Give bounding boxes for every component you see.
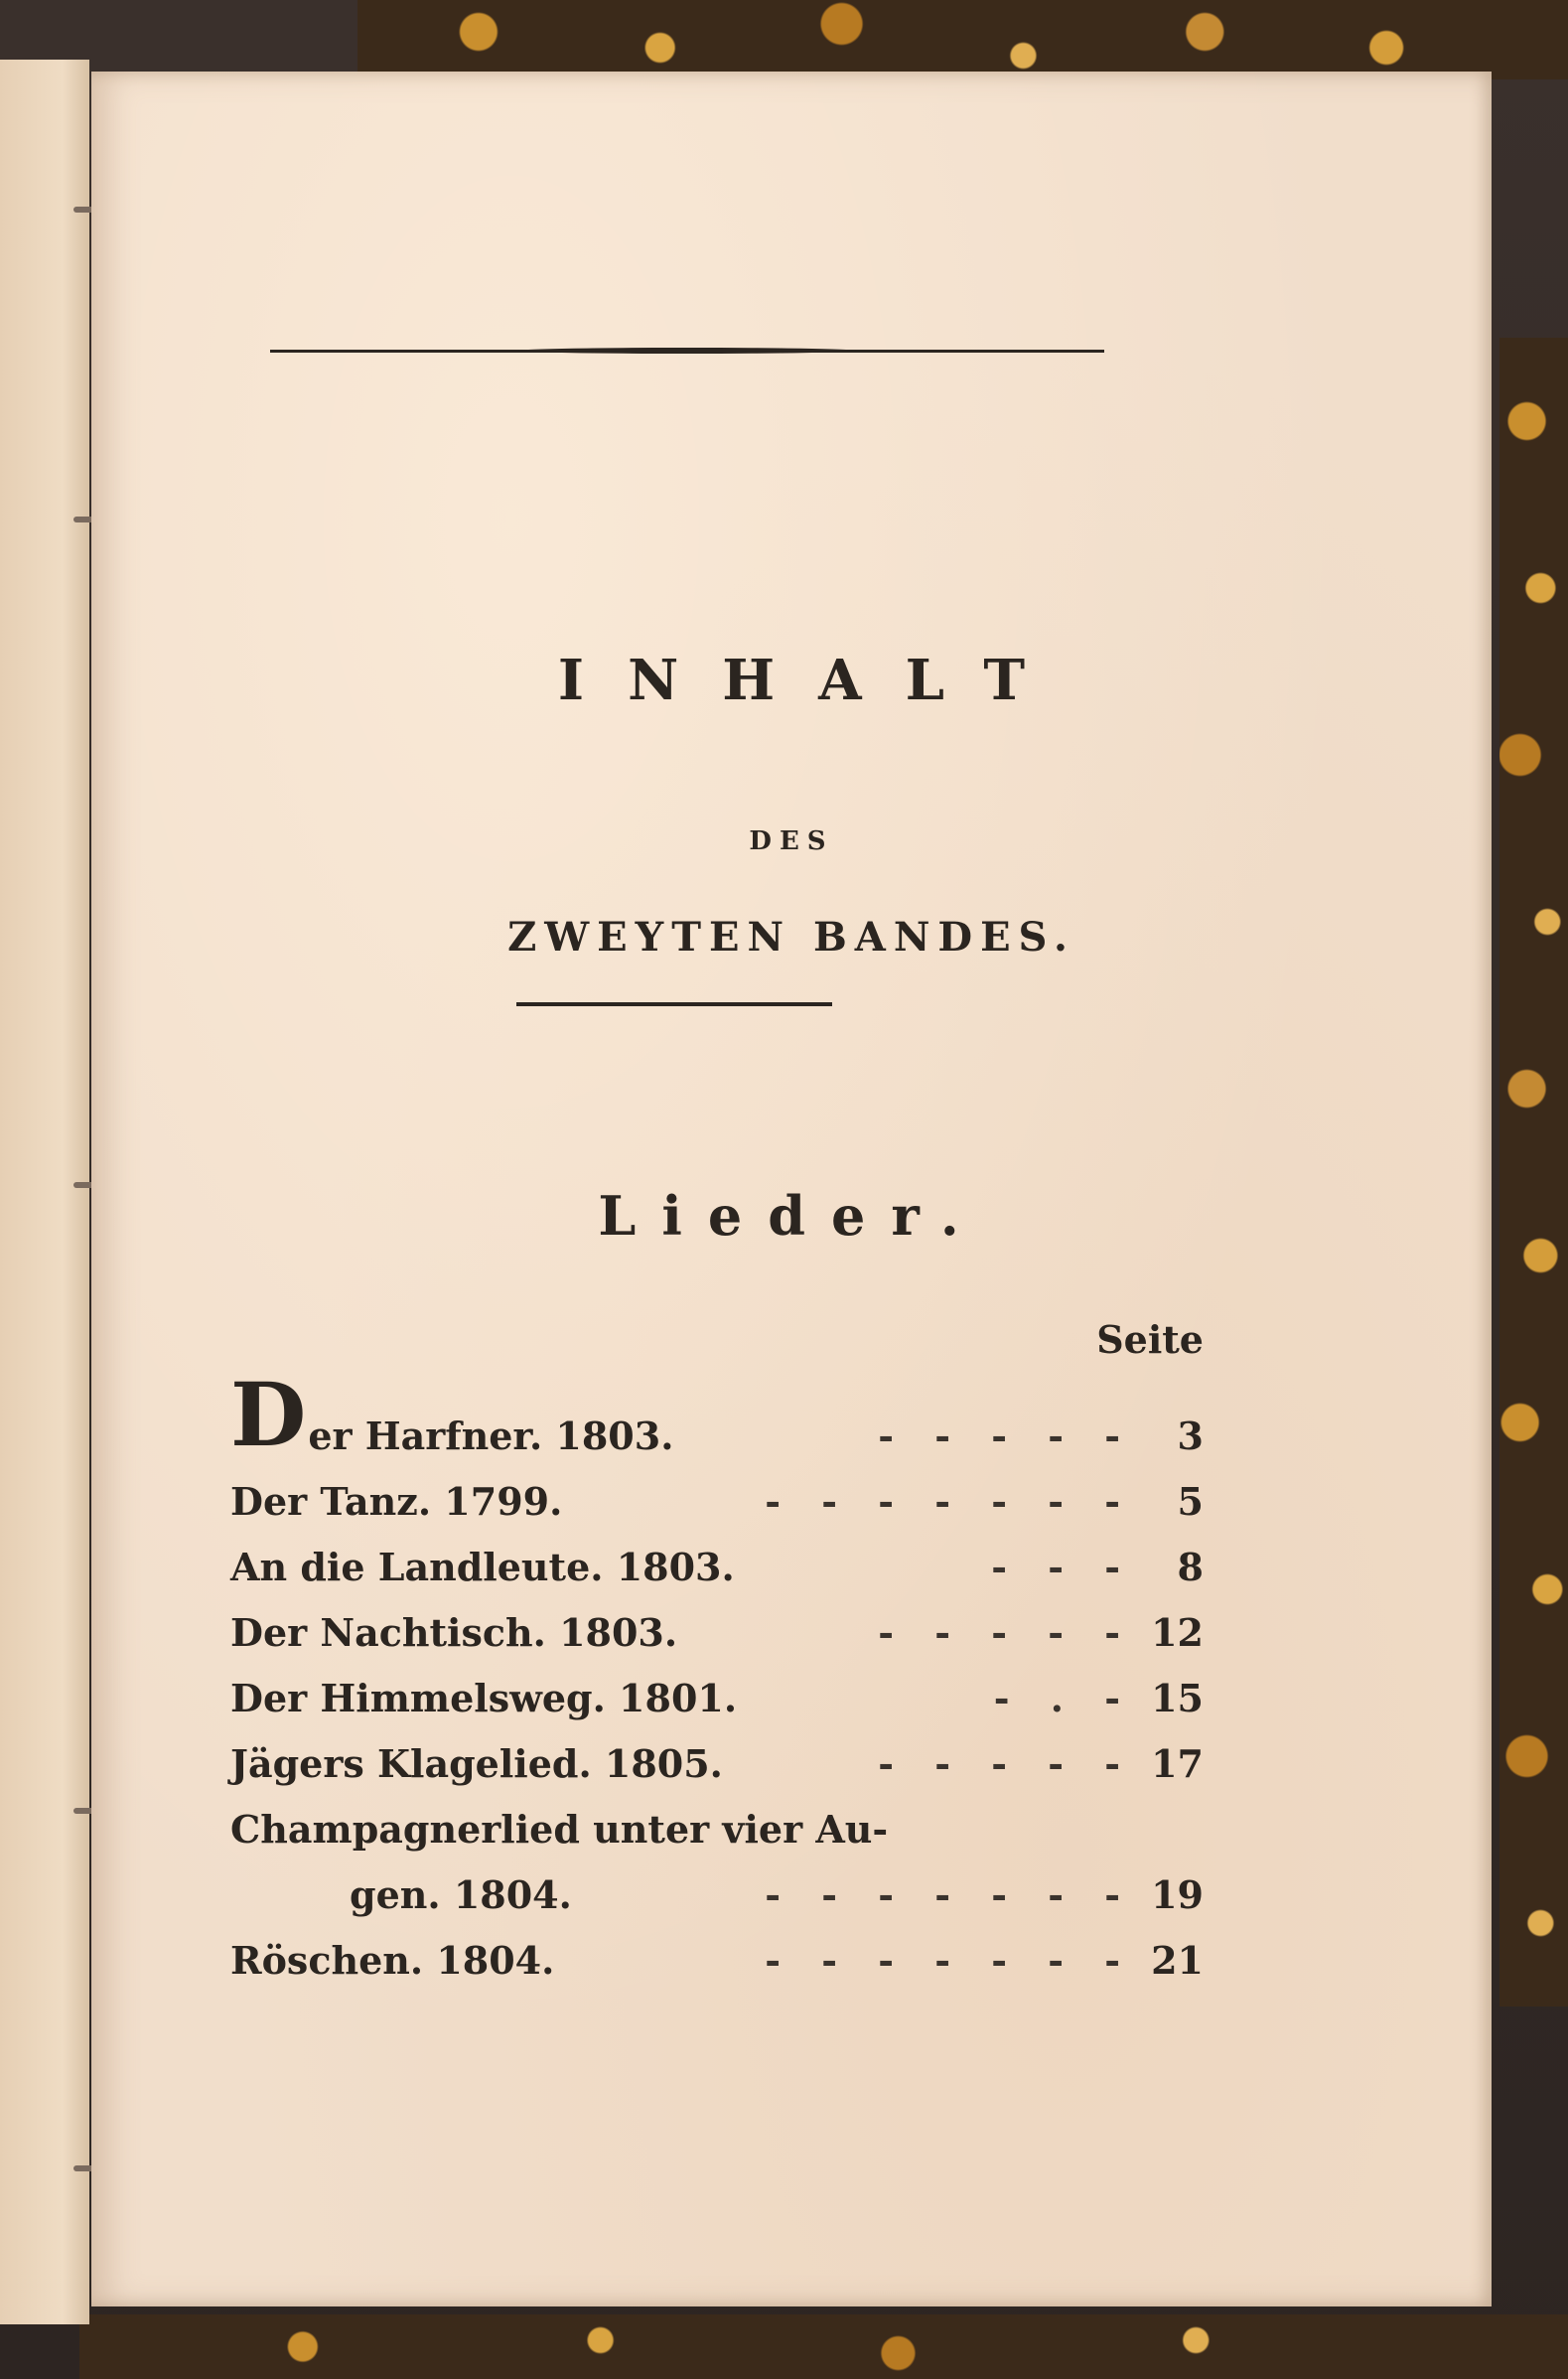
toc-entry [230,1794,1204,1859]
marbled-cover-right [1499,338,1568,2007]
ornamental-rule-top [270,350,1104,353]
toc-leader: - - - - - [878,1741,1134,1786]
toc-page-number: 19 [1151,1872,1204,1917]
toc-entry [230,1925,1204,1991]
toc-entry [230,1597,1204,1663]
subtitle-volume: ZWEYTEN BANDES. [507,914,1075,961]
toc-entry-title: gen. 1804. [350,1872,572,1917]
toc-entry-title: Jägers Klagelied. 1805. [230,1741,723,1786]
table-of-contents [230,1363,1204,1991]
toc-entry [230,1532,1204,1597]
toc-leader: - . - [993,1676,1134,1720]
toc-entry [230,1859,1204,1925]
toc-entry-title [230,1363,674,1466]
subtitle-des: DES [749,826,834,856]
toc-page-number: 15 [1151,1676,1204,1720]
toc-entry-title: Der Tanz. 1799. [230,1479,563,1524]
marbled-cover-top [357,0,1568,79]
toc-leader: - - - - - [878,1413,1134,1458]
book-page [91,72,1492,2306]
toc-page-number: 3 [1177,1413,1204,1458]
toc-entry-title-text: er Harfner. 1803. [308,1413,674,1458]
toc-leader: - - - - - - - [765,1872,1134,1917]
ornamental-rule-middle [516,1002,832,1006]
drop-initial: D [230,1363,307,1466]
toc-entry-title: An die Landleute. 1803. [230,1545,735,1589]
toc-page-number: 21 [1151,1938,1204,1983]
toc-entry-title: Röschen. 1804. [230,1938,555,1983]
toc-entry-title: Champagnerlied unter vier Au- [230,1807,889,1852]
toc-page-number: 12 [1151,1610,1204,1655]
toc-entry-title: Der Himmelsweg. 1801. [230,1676,738,1720]
toc-leader: - - - - - - - [765,1938,1134,1983]
toc-entry [230,1728,1204,1794]
toc-page-number: 17 [1151,1741,1204,1786]
page-title: INHALT [557,648,1069,713]
marbled-cover-bottom [79,2314,1568,2379]
page-column-header: Seite [1096,1317,1204,1362]
toc-entry [230,1363,1204,1466]
toc-leader: - - - - - - - [765,1479,1134,1524]
toc-page-number: 5 [1177,1479,1204,1524]
toc-leader: - - - [991,1545,1134,1589]
toc-leader: - - - - - [878,1610,1134,1655]
toc-entry-title: Der Nachtisch. 1803. [230,1610,678,1655]
toc-page-number: 8 [1177,1545,1204,1589]
toc-entry [230,1663,1204,1728]
toc-entry [230,1466,1204,1532]
section-heading: Lieder. [598,1184,985,1248]
left-page-edge [0,60,89,2324]
